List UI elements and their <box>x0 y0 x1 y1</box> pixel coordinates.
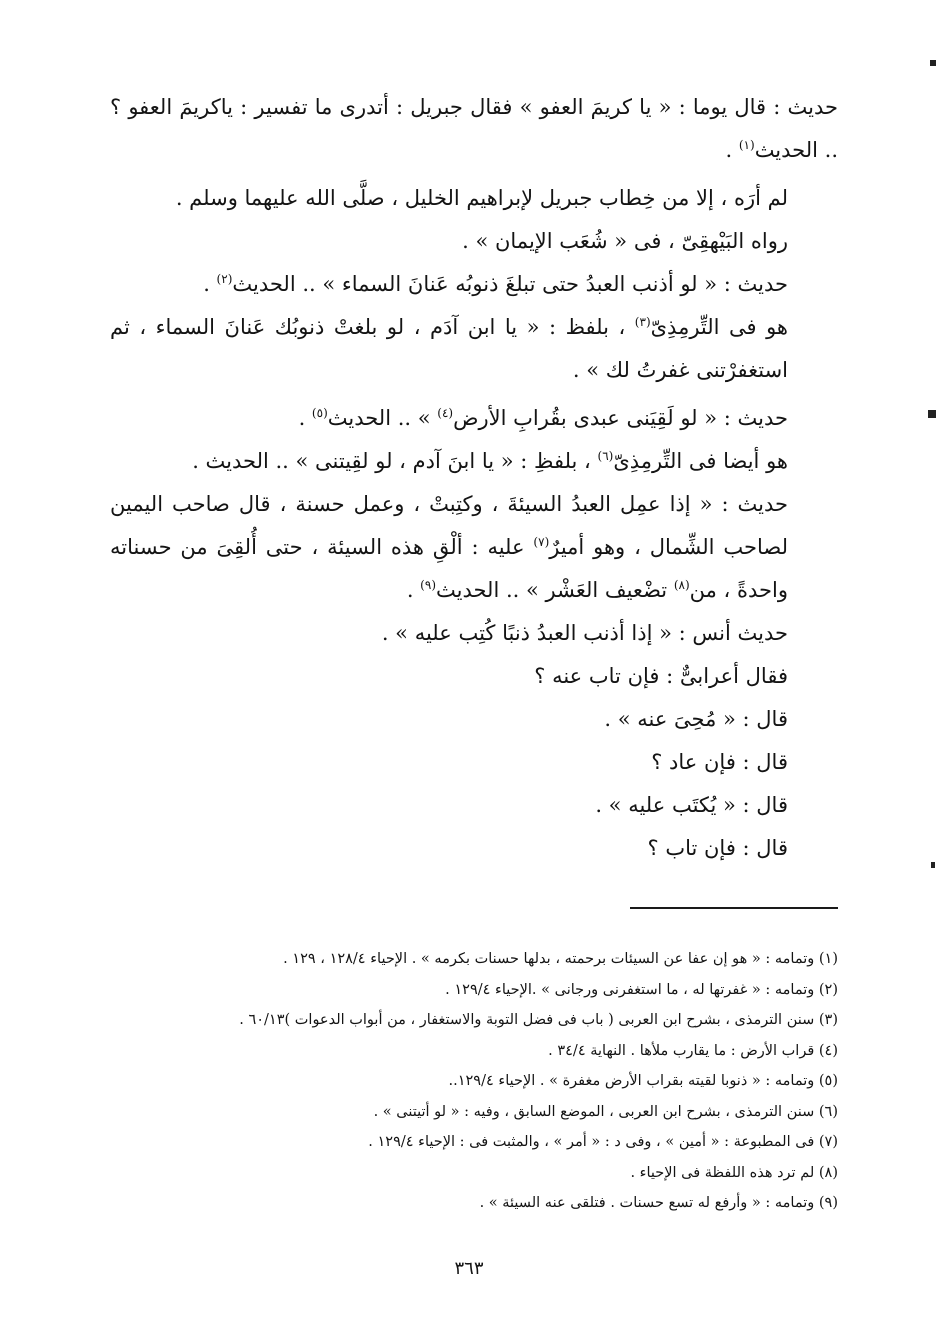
footnote-ref-8: (٨) <box>673 578 690 592</box>
footnote-1: (١) وتمامه : « هو إن عفا عن السيئات برحمته ، بدلها حسنات بكرمه » . الإحياء ١٢٨/٤ ، ١٢٩ . <box>283 951 838 967</box>
page-number: ٣٦٣ <box>454 1258 484 1279</box>
footnote-2: (٢) وتمامه : « غفرتها له ، ما استغفرنى ورجانى » .الإحياء ١٢٩/٤ . <box>445 981 838 998</box>
hadith-paragraph-5: حديث أنس : « إذا أذنب العبدُ ذنبًا كُتِب عليه » . <box>381 621 788 645</box>
footnote-5: (٥) وتمامه : « ذنوبا لقيته بقراب الأرض مغفرة » . الإحياء ١٢٩/٤.. <box>448 1073 838 1089</box>
scan-mark-top <box>930 60 936 66</box>
footnote-7: (٧) فى المطبوعة : « أمين » ، وفى د : « أمر » ، والمثبت فى : الإحياء ١٢٩/٤ . <box>368 1134 838 1150</box>
footnote-9: (٩) وتمامه : « وأرفع له تسع حسنات . فتلقى عنه السيئة » . <box>479 1195 838 1211</box>
hadith-paragraph-3: حديث : « لو لَقِيَنى عبدى بقُرابِ الأرض$^{(٤)}$ » .. الحديث$^{(٥)}$ . <box>298 406 788 430</box>
footnote-separator <box>630 907 838 909</box>
hadith-paragraph-2: حديث : « لو أذنب العبدُ حتى تبلغَ ذنوبُه عَنانَ السماء » .. الحديث$^{(٢)}$ . <box>203 272 788 296</box>
dialogue-line-2: قال : « مُحِىَ عنه » . <box>604 707 788 731</box>
footnote-8: (٨) لم ترد هذه اللفظة فى الإحياء . <box>630 1164 838 1181</box>
commentary-paragraph-4: هو أيضا فى التِّرمِذِىّ$^{(٦)}$ ، بلفظِ : « يا ابنَ آدم ، لو لقِيتنى » .. الحديث . <box>192 449 788 473</box>
footnote-ref-4: (٤) <box>437 406 454 420</box>
scan-mark-middle <box>928 410 936 418</box>
footnote-4: (٤) قراب الأرض : ما يقارب ملأها . النهاية ٣٤/٤ . <box>548 1042 838 1059</box>
dialogue-line-3: قال : فإن عاد ؟ <box>651 750 788 774</box>
footnote-ref-5: (٥) <box>311 406 328 420</box>
scan-mark-bottom <box>931 862 935 868</box>
hadith-paragraph-4: حديث : « إذا عمِل العبدُ السيئةَ ، وكتِبتْ ، وعمل حسنة ، قال صاحب اليمين لصاحب الشِّمال ، وهو أميرٌ$^{(٧)}$ عليه : ألْقِ هذه السيئة ، حتى أُلقِىَ من حسناته واحدةً ، من$^{(٨)}$ تضْعيف العَشْر » .. الحديث$^{(٩)}$ . <box>110 492 788 602</box>
footnote-3: (٣) سنن الترمذى ، بشرح ابن العربى ( باب فى فضل التوبة والاستغفار ، من أبواب الدعوات )٦٠/١٣ . <box>239 1012 838 1028</box>
footnote-ref-6: (٦) <box>597 449 614 463</box>
commentary-paragraph-3: هو فى التِّرمِذِىّ$^{(٣)}$ ، بلفظ : « يا ابن آدَم ، لو بلغتْ ذنوبُك عَنانَ السماء ، ثم استغفرْتنى غفرتُ لك » . <box>110 315 788 382</box>
dialogue-line-5: قال : فإن تاب ؟ <box>647 836 788 860</box>
footnote-ref-1: (١) <box>738 138 755 152</box>
main-text <box>110 86 838 870</box>
footnote-ref-3: (٣) <box>634 315 651 329</box>
commentary-paragraph-2: رواه البَيْهقِىّ ، فى « شُعَب الإيمان » . <box>462 229 788 253</box>
footnote-6: (٦) سنن الترمذى ، بشرح ابن العربى ، الموضع السابق ، وفيه : « لو أتيتنى » . <box>373 1103 838 1120</box>
hadith-paragraph-1: حديث : قال يوما : « يا كريمَ العفو » فقال جبريل : أتدرى ما تفسير : ياكريمَ العفو ؟ .. الحديث$^{(١)}$ . <box>110 95 838 162</box>
dialogue-line-1: فقال أعرابىٌّ : فإن تاب عنه ؟ <box>534 664 788 688</box>
footnote-ref-7: (٧) <box>533 535 550 549</box>
commentary-paragraph-1: لم أرَه ، إلا من خِطاب جبريل لإبراهيم الخليل ، صلَّى الله عليهما وسلم . <box>175 186 788 210</box>
footnotes <box>140 944 838 1219</box>
dialogue-line-4: قال : « يُكتَب عليه » . <box>595 793 788 817</box>
footnote-ref-2: (٢) <box>216 272 233 286</box>
footnote-ref-9: (٩) <box>420 578 436 592</box>
